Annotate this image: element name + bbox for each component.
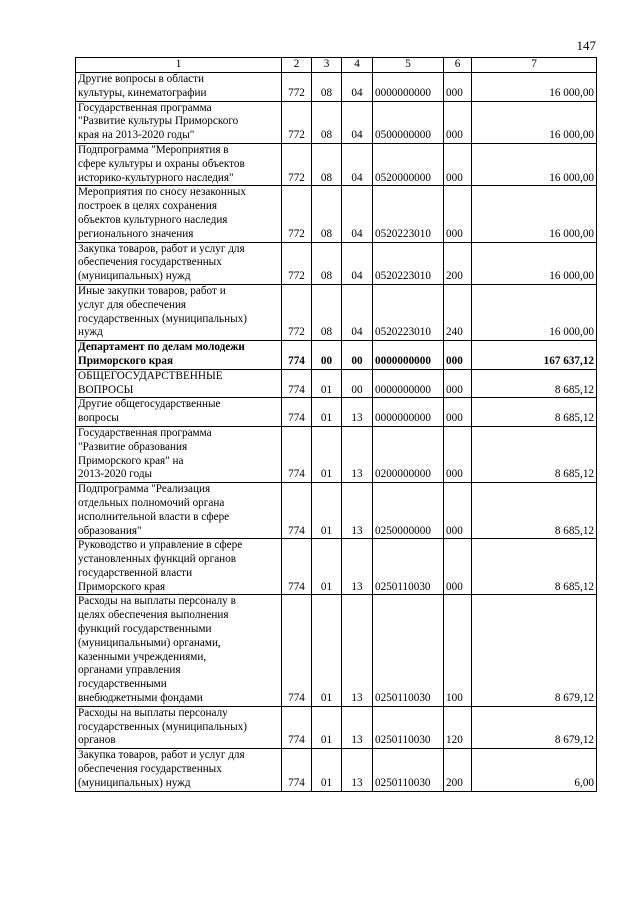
amount: 8 685,12 <box>472 398 597 427</box>
column-header: 7 <box>472 58 597 73</box>
expense-type-code: 120 <box>444 706 472 748</box>
row-name <box>76 595 282 706</box>
row-name <box>76 749 282 791</box>
row-name-line: (муниципальных) нужд <box>78 270 191 283</box>
amount: 6,00 <box>472 749 597 791</box>
table-row <box>76 426 597 482</box>
row-name <box>76 143 282 185</box>
row-name-line: функций государственными <box>78 623 212 636</box>
target-article-code: 0250110030 <box>373 706 444 748</box>
row-name-line: Государственная программа <box>78 101 212 114</box>
row-name-line: обеспечения государственных <box>78 763 222 776</box>
subsection-code: 04 <box>342 284 373 340</box>
subsection-code: 13 <box>342 595 373 706</box>
section-code: 08 <box>312 284 342 340</box>
column-header: 3 <box>312 58 342 73</box>
amount: 167 637,12 <box>472 341 597 370</box>
row-name <box>76 426 282 482</box>
row-name <box>76 398 282 427</box>
amount: 8 679,12 <box>472 595 597 706</box>
budget-table <box>75 57 597 792</box>
row-name <box>76 341 282 370</box>
subsection-code: 04 <box>342 242 373 284</box>
table-row <box>76 101 597 143</box>
section-code: 01 <box>312 426 342 482</box>
table-row <box>76 284 597 340</box>
section-code: 01 <box>312 706 342 748</box>
row-name-line: Подпрограмма "Реализация <box>78 483 211 496</box>
subsection-code: 04 <box>342 101 373 143</box>
section-code: 01 <box>312 398 342 427</box>
row-name-line: Руководство и управление в сфере <box>78 539 243 552</box>
row-name-line: исполнительной власти в сфере <box>78 510 230 523</box>
row-name-line: Мероприятия по сносу незаконных <box>78 186 246 199</box>
ministry-code: 772 <box>282 143 312 185</box>
row-name-line: установленных функций органов <box>78 553 237 566</box>
target-article-code: 0250110030 <box>373 749 444 791</box>
target-article-code: 0520223010 <box>373 186 444 242</box>
row-name-line: Расходы на выплаты персоналу <box>78 706 228 719</box>
ministry-code: 774 <box>282 539 312 595</box>
row-name <box>76 101 282 143</box>
subsection-code: 00 <box>342 369 373 398</box>
row-name-line: казенными учреждениями, <box>78 650 207 663</box>
amount: 16 000,00 <box>472 101 597 143</box>
table-row <box>76 595 597 706</box>
row-name-line: Государственная программа <box>78 426 212 439</box>
row-name-line: регионального значения <box>78 227 194 240</box>
target-article-code: 0000000000 <box>373 369 444 398</box>
table-row <box>76 242 597 284</box>
expense-type-code: 100 <box>444 595 472 706</box>
row-name-line: края на 2013-2020 годы" <box>78 129 195 142</box>
subsection-code: 13 <box>342 539 373 595</box>
target-article-code: 0250110030 <box>373 539 444 595</box>
target-article-code: 0520000000 <box>373 143 444 185</box>
table-row <box>76 143 597 185</box>
target-article-code: 0000000000 <box>373 341 444 370</box>
ministry-code: 772 <box>282 73 312 102</box>
ministry-code: 774 <box>282 483 312 539</box>
row-name-line: внебюджетными фондами <box>78 692 203 705</box>
row-name-line: Иные закупки товаров, работ и <box>78 284 226 297</box>
row-name-line: сфере культуры и охраны объектов <box>78 157 245 170</box>
table-row <box>76 539 597 595</box>
column-header: 6 <box>444 58 472 73</box>
row-name <box>76 483 282 539</box>
row-name-line: ОБЩЕГОСУДАРСТВЕННЫЕ <box>78 369 223 382</box>
row-name-line: Расходы на выплаты персоналу в <box>78 595 236 608</box>
row-name-line: Другие вопросы в области <box>78 73 205 85</box>
row-name-line: государственных (муниципальных) <box>78 720 247 733</box>
expense-type-code: 000 <box>444 539 472 595</box>
column-header: 2 <box>282 58 312 73</box>
subsection-code: 13 <box>342 483 373 539</box>
amount: 8 685,12 <box>472 483 597 539</box>
expense-type-code: 000 <box>444 341 472 370</box>
row-name <box>76 369 282 398</box>
row-name-line: Приморского края <box>78 354 174 367</box>
table-header-row <box>76 58 597 73</box>
subsection-code: 13 <box>342 398 373 427</box>
ministry-code: 774 <box>282 398 312 427</box>
section-code: 08 <box>312 73 342 102</box>
row-name <box>76 73 282 102</box>
expense-type-code: 000 <box>444 73 472 102</box>
ministry-code: 774 <box>282 706 312 748</box>
row-name <box>76 706 282 748</box>
expense-type-code: 200 <box>444 749 472 791</box>
subsection-code: 13 <box>342 749 373 791</box>
table-row <box>76 398 597 427</box>
section-code: 08 <box>312 242 342 284</box>
row-name-line: Приморского края" на <box>78 454 184 467</box>
row-name-line: культуры, кинематографии <box>78 86 207 99</box>
row-name-line: (муниципальными) органами, <box>78 636 221 649</box>
expense-type-code: 200 <box>444 242 472 284</box>
row-name-line: Приморского края <box>78 580 166 593</box>
row-name-line: государственными <box>78 678 167 691</box>
row-name-line: обеспечения государственных <box>78 256 222 269</box>
row-name-line: Департамент по делам молодежи <box>78 341 245 354</box>
target-article-code: 0500000000 <box>373 101 444 143</box>
table-row <box>76 749 597 791</box>
section-code: 01 <box>312 595 342 706</box>
amount: 16 000,00 <box>472 186 597 242</box>
amount: 8 685,12 <box>472 539 597 595</box>
target-article-code: 0250110030 <box>373 595 444 706</box>
section-code: 00 <box>312 341 342 370</box>
row-name-line: Другие общегосударственные <box>78 398 221 411</box>
amount: 16 000,00 <box>472 242 597 284</box>
target-article-code: 0520223010 <box>373 242 444 284</box>
amount: 16 000,00 <box>472 143 597 185</box>
table-row <box>76 483 597 539</box>
expense-type-code: 000 <box>444 369 472 398</box>
page-number: 147 <box>576 38 596 53</box>
row-name-line: ВОПРОСЫ <box>78 383 134 396</box>
row-name-line: услуг для обеспечения <box>78 298 187 311</box>
column-header: 1 <box>76 58 282 73</box>
table-row <box>76 341 597 370</box>
subsection-code: 04 <box>342 143 373 185</box>
row-name <box>76 242 282 284</box>
row-name-line: Подпрограмма "Мероприятия в <box>78 143 229 156</box>
row-name-line: историко-культурного наследия" <box>78 171 234 184</box>
subsection-code: 04 <box>342 186 373 242</box>
amount: 16 000,00 <box>472 284 597 340</box>
amount: 8 685,12 <box>472 369 597 398</box>
row-name-line: Закупка товаров, работ и услуг для <box>78 242 245 255</box>
ministry-code: 774 <box>282 426 312 482</box>
target-article-code: 0200000000 <box>373 426 444 482</box>
amount: 8 679,12 <box>472 706 597 748</box>
expense-type-code: 240 <box>444 284 472 340</box>
subsection-code: 13 <box>342 426 373 482</box>
row-name-line: образования" <box>78 524 142 537</box>
section-code: 08 <box>312 186 342 242</box>
row-name-line: органами управления <box>78 664 181 677</box>
expense-type-code: 000 <box>444 186 472 242</box>
ministry-code: 772 <box>282 101 312 143</box>
row-name-line: "Развитие культуры Приморского <box>78 115 239 128</box>
expense-type-code: 000 <box>444 398 472 427</box>
target-article-code: 0000000000 <box>373 398 444 427</box>
expense-type-code: 000 <box>444 426 472 482</box>
section-code: 01 <box>312 369 342 398</box>
column-header: 4 <box>342 58 373 73</box>
table-row <box>76 73 597 102</box>
ministry-code: 774 <box>282 341 312 370</box>
row-name <box>76 539 282 595</box>
target-article-code: 0520223010 <box>373 284 444 340</box>
row-name <box>76 284 282 340</box>
row-name-line: 2013-2020 годы <box>78 468 153 481</box>
target-article-code: 0000000000 <box>373 73 444 102</box>
ministry-code: 774 <box>282 369 312 398</box>
subsection-code: 13 <box>342 706 373 748</box>
row-name-line: отдельных полномочий органа <box>78 496 225 509</box>
row-name-line: построек в целях сохранения <box>78 200 218 213</box>
section-code: 08 <box>312 101 342 143</box>
row-name-line: Закупка товаров, работ и услуг для <box>78 749 245 762</box>
ministry-code: 774 <box>282 749 312 791</box>
ministry-code: 772 <box>282 284 312 340</box>
row-name-line: "Развитие образования <box>78 440 188 453</box>
ministry-code: 772 <box>282 186 312 242</box>
subsection-code: 00 <box>342 341 373 370</box>
table-row <box>76 186 597 242</box>
row-name-line: государственной власти <box>78 566 193 579</box>
amount: 8 685,12 <box>472 426 597 482</box>
subsection-code: 04 <box>342 73 373 102</box>
section-code: 08 <box>312 143 342 185</box>
target-article-code: 0250000000 <box>373 483 444 539</box>
row-name-line: органов <box>78 734 116 747</box>
section-code: 01 <box>312 749 342 791</box>
expense-type-code: 000 <box>444 483 472 539</box>
column-header: 5 <box>373 58 444 73</box>
ministry-code: 774 <box>282 595 312 706</box>
row-name-line: объектов культурного наследия <box>78 213 228 226</box>
ministry-code: 772 <box>282 242 312 284</box>
amount: 16 000,00 <box>472 73 597 102</box>
row-name-line: целях обеспечения выполнения <box>78 609 229 622</box>
expense-type-code: 000 <box>444 101 472 143</box>
expense-type-code: 000 <box>444 143 472 185</box>
row-name-line: нужд <box>78 326 103 339</box>
row-name-line: (муниципальных) нужд <box>78 776 191 789</box>
row-name-line: государственных (муниципальных) <box>78 312 247 325</box>
table-row <box>76 706 597 748</box>
table-row <box>76 369 597 398</box>
section-code: 01 <box>312 483 342 539</box>
row-name <box>76 186 282 242</box>
row-name-line: вопросы <box>78 412 119 425</box>
section-code: 01 <box>312 539 342 595</box>
